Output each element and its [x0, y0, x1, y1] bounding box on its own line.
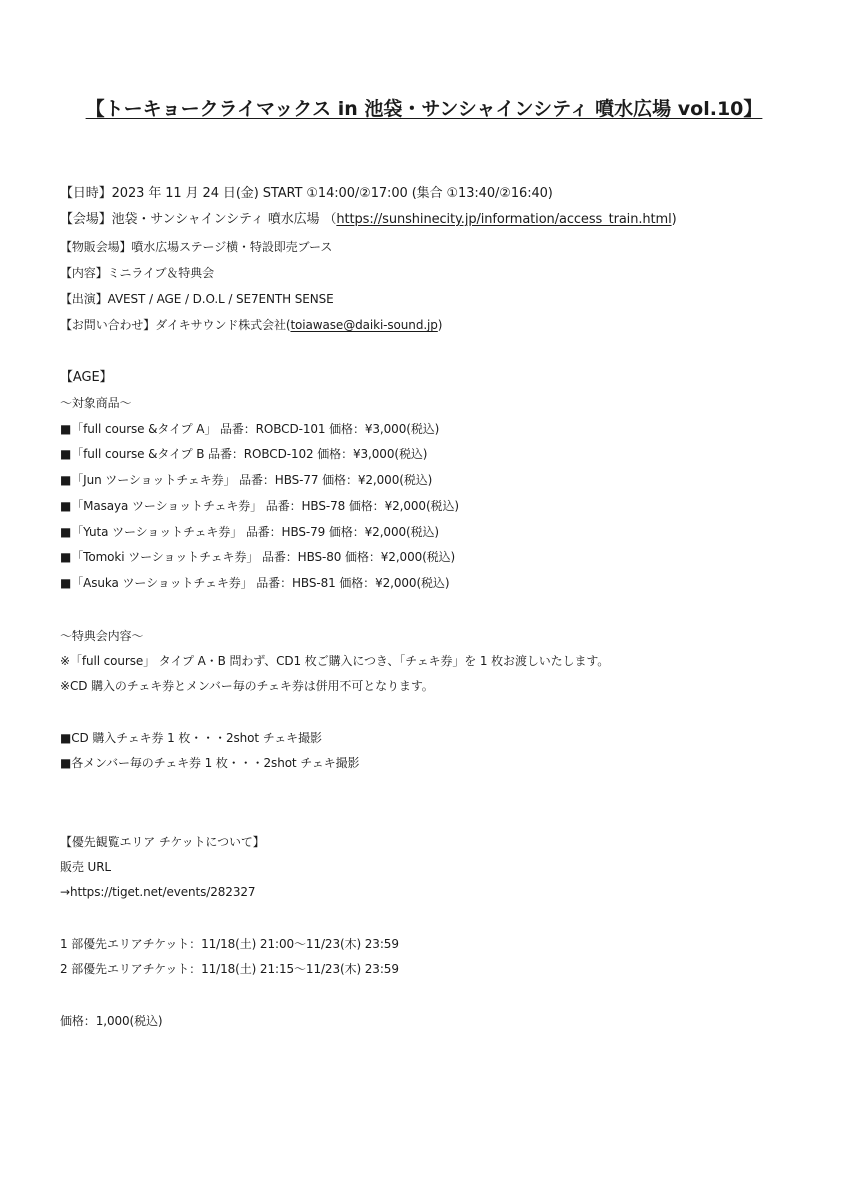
priority-price: 価格：1,000(税込)	[60, 1014, 163, 1028]
venue-close: )	[671, 212, 677, 227]
venue-link[interactable]: https://sunshinecity.jp/information/access_train.html	[336, 212, 672, 227]
event-datetime: 【日時】2023 年 11 月 24 日(金) START ①14:00/②17:00 (集合 ①13:40/②16:40)	[60, 186, 553, 201]
benefit-item: ■各メンバー毎のチェキ券 1 枚・・・2shot チェキ撮影	[60, 756, 360, 770]
contact-label: 【お問い合わせ】ダイキサウンド株式会社(	[60, 318, 291, 332]
product-item: ■「full course &タイプ B 品番：ROBCD-102 価格：¥3,000(税込)	[60, 447, 428, 461]
event-content: 【内容】ミニライブ＆特典会	[60, 266, 214, 280]
contact-close: )	[437, 318, 443, 332]
page-title: 【トーキョークライマックス in 池袋・サンシャインシティ 噴水広場 vol.10】	[85, 98, 763, 120]
event-venue	[60, 212, 677, 228]
sales-url-link[interactable]: →https://tiget.net/events/282327	[60, 885, 256, 899]
age-heading: 【AGE】	[60, 370, 113, 385]
merch-venue: 【物販会場】噴水広場ステージ横・特設即売ブース	[60, 240, 333, 254]
benefit-note: ※CD 購入のチェキ券とメンバー毎のチェキ券は併用不可となります。	[60, 679, 434, 693]
benefits-heading: ～特典会内容～	[60, 629, 144, 643]
product-item: ■「full course &タイプ A」 品番：ROBCD-101 価格：¥3,000(税込)	[60, 422, 440, 436]
event-contact	[60, 317, 442, 333]
benefit-note: ※「full course」 タイプ A・B 問わず、CD1 枚ご購入につき、「チェキ券」を 1 枚お渡しいたします。	[60, 654, 610, 668]
products-heading: ～対象商品～	[60, 396, 132, 410]
priority-heading: 【優先観覧エリア チケットについて】	[60, 835, 265, 849]
priority-part1: 1 部優先エリアチケット：11/18(土) 21:00～11/23(木) 23:59	[60, 937, 399, 951]
sales-url-label: 販売 URL	[60, 860, 112, 874]
product-item: ■「Asuka ツーショットチェキ券」 品番：HBS-81 価格：¥2,000(税込)	[60, 576, 450, 590]
benefit-item: ■CD 購入チェキ券 1 枚・・・2shot チェキ撮影	[60, 731, 322, 745]
product-item: ■「Yuta ツーショットチェキ券」 品番：HBS-79 価格：¥2,000(税込)	[60, 525, 439, 539]
event-performers: 【出演】AVEST / AGE / D.O.L / SE7ENTH SENSE	[60, 292, 334, 306]
contact-email-link[interactable]: toiawase@daiki-sound.jp	[290, 318, 438, 332]
venue-label: 【会場】池袋・サンシャインシティ 噴水広場 （	[60, 212, 337, 227]
product-item: ■「Tomoki ツーショットチェキ券」 品番：HBS-80 価格：¥2,000(税込)	[60, 550, 456, 564]
product-item: ■「Masaya ツーショットチェキ券」 品番：HBS-78 価格：¥2,000(税込)	[60, 499, 459, 513]
priority-part2: 2 部優先エリアチケット：11/18(土) 21:15～11/23(木) 23:59	[60, 962, 399, 976]
product-item: ■「Jun ツーショットチェキ券」 品番：HBS-77 価格：¥2,000(税込)	[60, 473, 433, 487]
